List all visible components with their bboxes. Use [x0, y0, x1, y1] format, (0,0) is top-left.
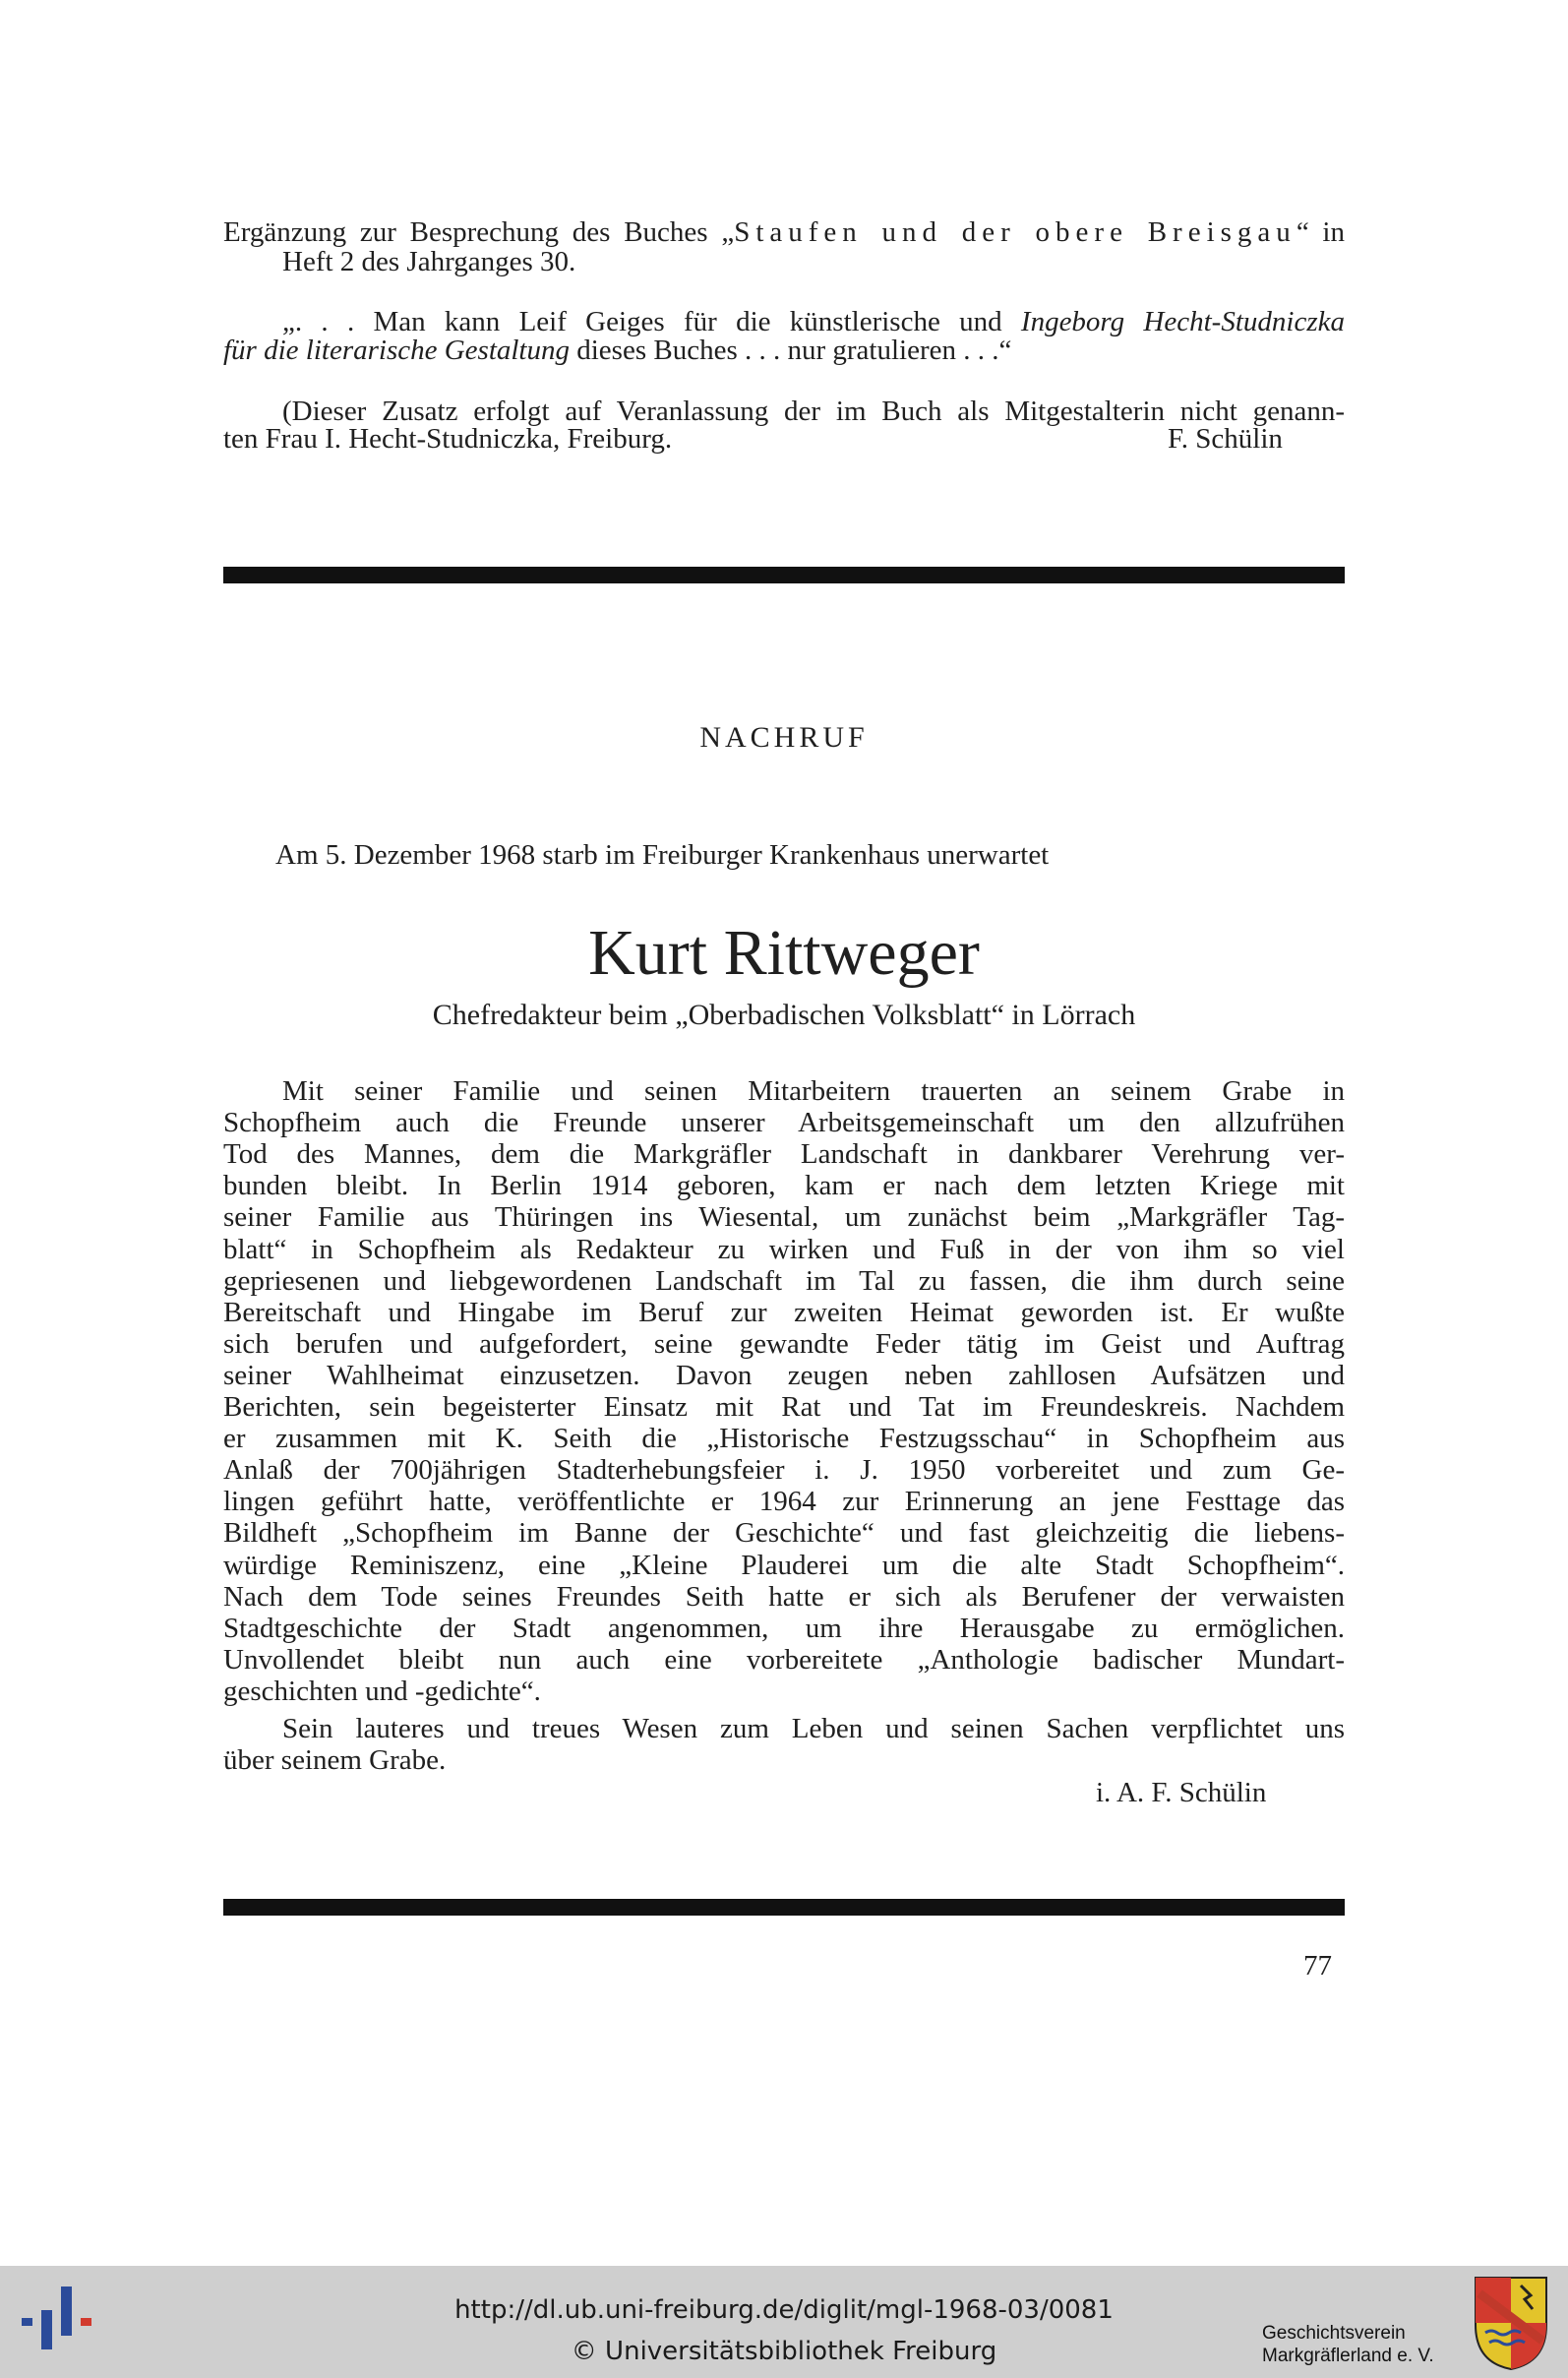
- addendum-quote-line-1: „. . . Man kann Leif Geiges für die künstlerische und Ingeborg Hecht-Studniczka: [282, 306, 1345, 337]
- obituary-body-line: gepriesenen und liebgewordenen Landschaft im Tal zu fassen, die ihm durch seine: [223, 1265, 1345, 1297]
- obituary-body-line: lingen geführt hatte, veröffentlichte er 1964 zur Erinnerung an jene Festtage das: [223, 1486, 1345, 1517]
- obituary-subtitle: Chefredakteur beim „Oberbadischen Volksblatt“ in Lörrach: [432, 999, 1136, 1031]
- addendum-signature: F. Schülin: [1168, 423, 1283, 455]
- permalink-url[interactable]: http://dl.ub.uni-freiburg.de/diglit/mgl-1968-03/0081: [454, 2295, 1114, 2325]
- obituary-heading: NACHRUF: [699, 721, 869, 754]
- obituary-body-line: seiner Familie aus Thüringen ins Wiesental, um zunächst beim „Markgräfler Tag-: [223, 1201, 1345, 1233]
- bottom-divider-rule: [223, 1899, 1345, 1916]
- closing-line-2: über seinem Grabe.: [223, 1744, 447, 1776]
- obituary-body-line: geschichten und -gedichte“.: [223, 1676, 541, 1707]
- obituary-signature: i. A. F. Schülin: [1096, 1777, 1267, 1808]
- obituary-body-line: bunden bleibt. In Berlin 1914 geboren, kam er nach dem letzten Kriege mit: [223, 1170, 1345, 1201]
- obituary-intro: Am 5. Dezember 1968 starb im Freiburger Krankenhaus unerwartet: [275, 839, 1050, 871]
- obituary-body-line: seiner Wahlheimat einzusetzen. Davon zeugen neben zahllosen Aufsätzen und: [223, 1360, 1345, 1391]
- addendum-line-2: Heft 2 des Jahrganges 30.: [282, 246, 576, 277]
- obituary-body-line: blatt“ in Schopfheim als Redakteur zu wirken und Fuß in der von ihm so viel: [223, 1234, 1345, 1265]
- footer-bar: [0, 2266, 1568, 2378]
- obituary-body-line: Bereitschaft und Hingabe im Beruf zur zweiten Heimat geworden ist. Er wußte: [223, 1297, 1345, 1328]
- obituary-body-line: Bildheft „Schopfheim im Banne der Geschichte“ und fast gleichzeitig die liebens-: [223, 1517, 1345, 1549]
- obituary-body-line: Unvollendet bleibt nun auch eine vorbereitete „Anthologie badischer Mundart-: [223, 1644, 1345, 1676]
- closing-line-1: Sein lauteres und treues Wesen zum Leben und seinen Sachen verpflichtet uns: [282, 1713, 1345, 1744]
- obituary-body-line: Tod des Mannes, dem die Markgräfler Landschaft in dankbarer Verehrung ver-: [223, 1138, 1345, 1170]
- deceased-name: Kurt Rittweger: [588, 917, 980, 989]
- obituary-body-line: er zusammen mit K. Seith die „Historische Festzugsschau“ in Schopfheim aus: [223, 1423, 1345, 1454]
- obituary-body-line: Mit seiner Familie und seinen Mitarbeitern trauerten an seinem Grabe in: [282, 1075, 1345, 1107]
- org-name-line-2: Markgräflerland e. V.: [1262, 2346, 1434, 2366]
- obituary-body-line: sich berufen und aufgefordert, seine gewandte Feder tätig im Geist und Auftrag: [223, 1328, 1345, 1360]
- addendum-note-line-1: (Dieser Zusatz erfolgt auf Veranlassung der im Buch als Mitgestalterin nicht genann-: [282, 396, 1345, 427]
- obituary-body-line: Stadtgeschichte der Stadt angenommen, um ihre Herausgabe zu ermöglichen.: [223, 1613, 1345, 1644]
- obituary-body-line: würdige Reminiszenz, eine „Kleine Plauderei um die alte Stadt Schopfheim“.: [223, 1550, 1345, 1581]
- addendum-quote-line-2: für die literarische Gestaltung dieses Buches . . . nur gratulieren . . .“: [223, 335, 1012, 366]
- top-divider-rule: [223, 567, 1345, 583]
- obituary-body-line: Schopfheim auch die Freunde unserer Arbeitsgemeinschaft um den allzufrühen: [223, 1107, 1345, 1138]
- addendum-line-1: Ergänzung zur Besprechung des Buches „Staufen und der obere Breisgau“ in: [223, 216, 1345, 248]
- obituary-body-line: Nach dem Tode seines Freundes Seith hatte er sich als Berufener der verwaisten: [223, 1581, 1345, 1613]
- addendum-note-line-2: ten Frau I. Hecht-Studniczka, Freiburg.: [223, 423, 673, 455]
- copyright-text: © Universitätsbibliothek Freiburg: [571, 2337, 997, 2366]
- org-name: [1262, 2322, 1434, 2367]
- obituary-body-line: Berichten, sein begeisterter Einsatz mit Rat und Tat im Freundeskreis. Nachdem: [223, 1391, 1345, 1423]
- page-number: 77: [1303, 1950, 1332, 1982]
- org-name-line-1: Geschichtsverein: [1262, 2323, 1406, 2344]
- coat-of-arms-icon: [1472, 2274, 1550, 2372]
- obituary-body-line: Anlaß der 700jährigen Stadterhebungsfeier i. J. 1950 vorbereitet und zum Ge-: [223, 1454, 1345, 1486]
